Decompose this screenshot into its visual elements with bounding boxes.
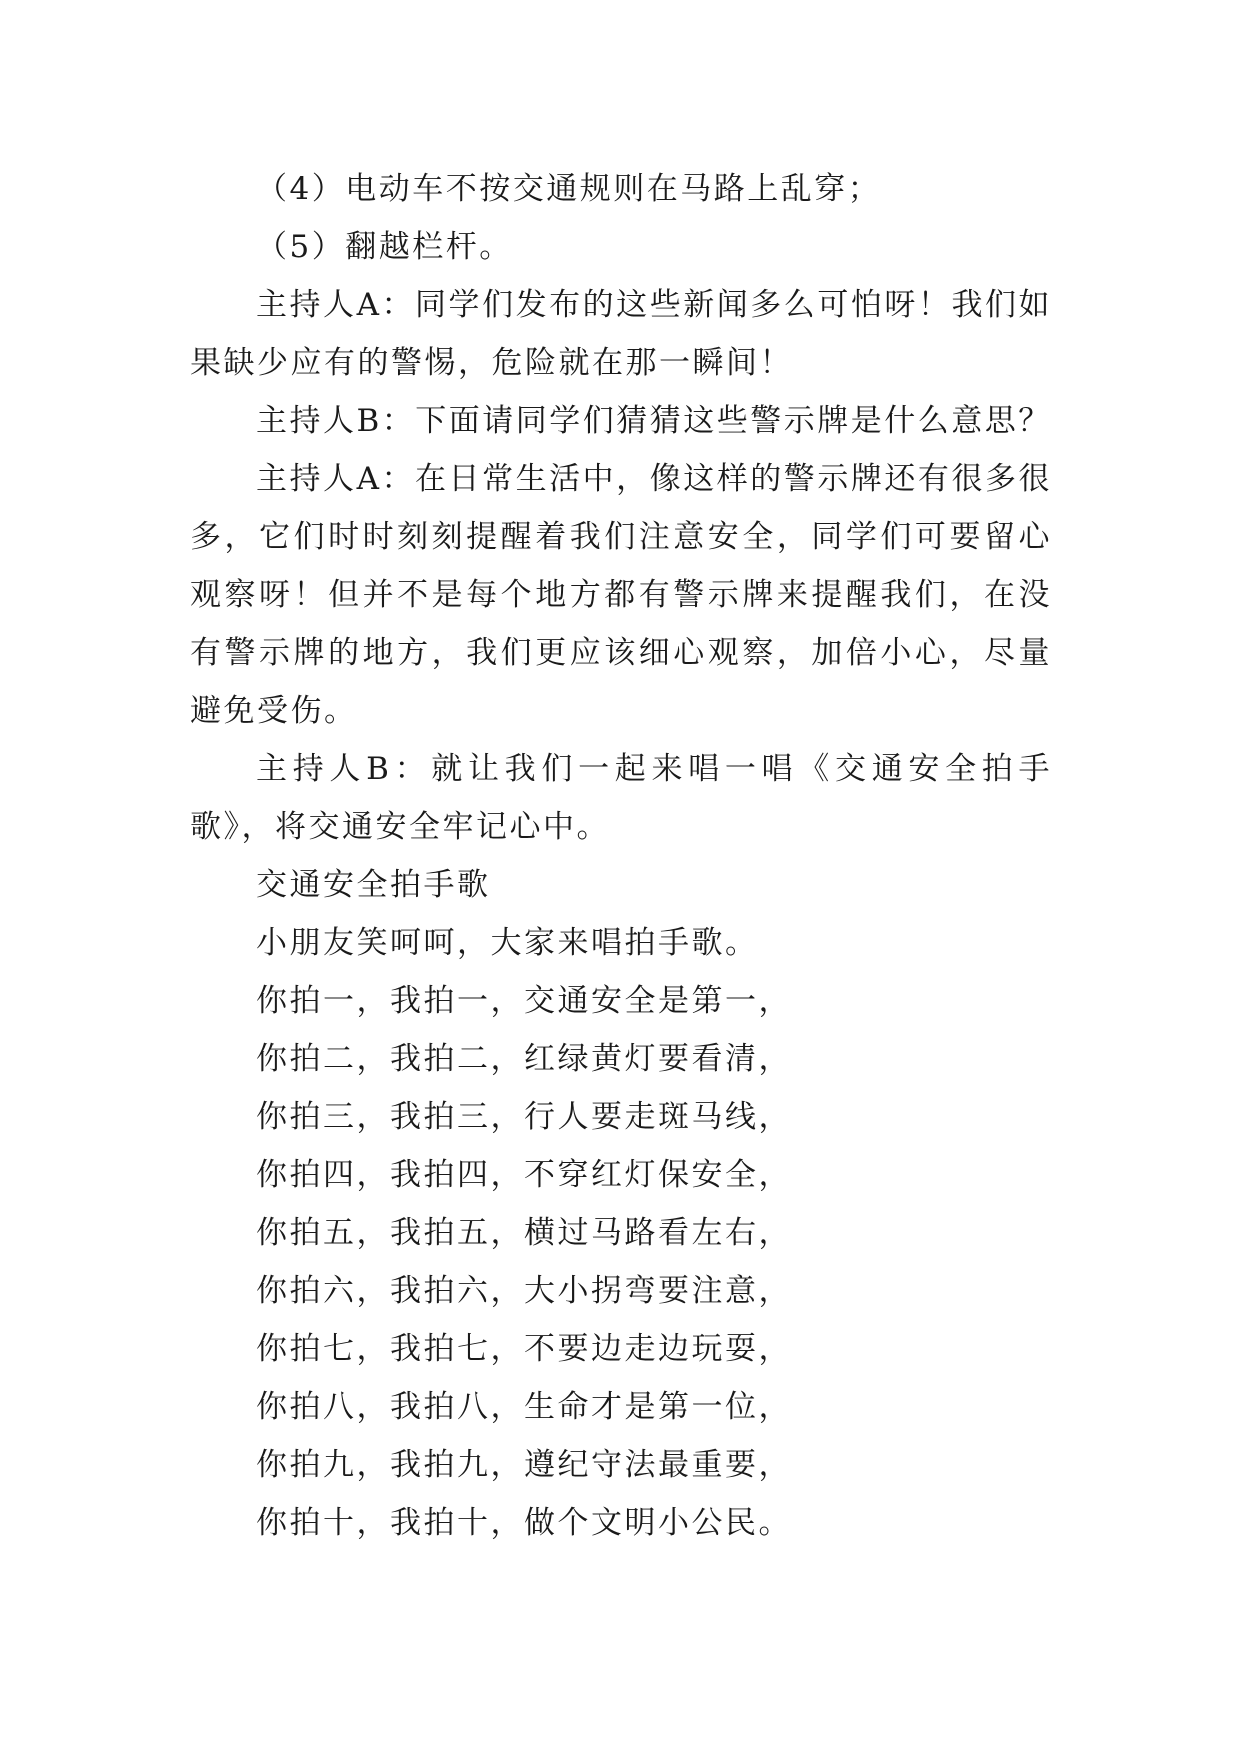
song-line: 小朋友笑呵呵，大家来唱拍手歌。 <box>256 925 759 961</box>
song-line: 你拍九，我拍九，遵纪守法最重要， <box>256 1447 792 1483</box>
host-a-paragraph-1: 主持人A：同学们发布的这些新闻多么可怕呀！我们如果缺少应有的警惕，危险就在那一瞬间！ <box>190 287 1052 381</box>
list-item-4: （4）电动车不按交通规则在马路上乱穿； <box>256 171 882 207</box>
song-line: 你拍六，我拍六，大小拐弯要注意， <box>256 1273 792 1309</box>
song-title: 交通安全拍手歌 <box>256 867 491 903</box>
document-body <box>190 160 1052 1552</box>
song-line: 你拍十，我拍十，做个文明小公民。 <box>256 1505 792 1541</box>
list-item-5: （5）翻越栏杆。 <box>256 229 513 265</box>
song-line: 你拍四，我拍四，不穿红灯保安全， <box>256 1157 792 1193</box>
song-line: 你拍三，我拍三，行人要走斑马线， <box>256 1099 792 1135</box>
song-line: 你拍七，我拍七，不要边走边玩耍， <box>256 1331 792 1367</box>
host-b-paragraph-1: 主持人B：下面请同学们猜猜这些警示牌是什么意思？ <box>256 403 1052 439</box>
song-line: 你拍八，我拍八，生命才是第一位， <box>256 1389 792 1425</box>
song-line: 你拍二，我拍二，红绿黄灯要看清， <box>256 1041 792 1077</box>
host-a-paragraph-2: 主持人A：在日常生活中，像这样的警示牌还有很多很多，它们时时刻刻提醒着我们注意安全，同学们可要留心观察呀！但并不是每个地方都有警示牌来提醒我们，在没有警示牌的地方，我们更应该细心观察，加倍小心，尽量避免受伤。 <box>190 461 1052 729</box>
host-b-paragraph-2: 主持人B：就让我们一起来唱一唱《交通安全拍手歌》，将交通安全牢记心中。 <box>190 751 1052 845</box>
song-line: 你拍五，我拍五，横过马路看左右， <box>256 1215 792 1251</box>
song-line: 你拍一，我拍一，交通安全是第一， <box>256 983 792 1019</box>
